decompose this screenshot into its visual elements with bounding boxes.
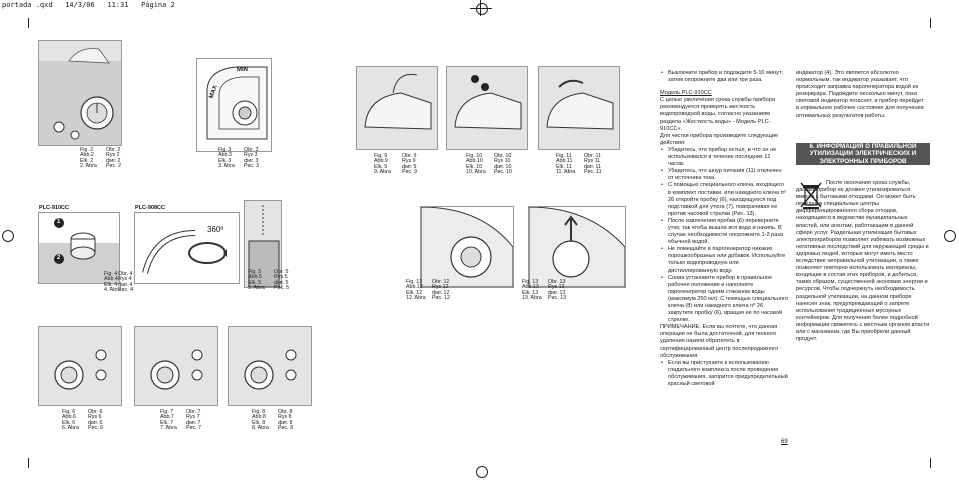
figure-3-caption-left: Fig. 3 Abb.3 Elk. 3 3. Άbra (218, 147, 235, 170)
figure-11-caption-right: Obr. 11 Rys 11 фиг. 11 Рис. 11 (584, 153, 602, 176)
min-label: MIN (237, 67, 248, 73)
figure-11-illustration (538, 66, 620, 150)
figure-9-caption-left: Fig. 9 Abb.9 Elk. 9 9. Άbra (374, 153, 391, 176)
hose-rotation-image (135, 213, 239, 283)
crop-mark (28, 458, 29, 468)
bullet-text: • Убедитесь, что шнур питания (11) отключен от источника тока. (668, 168, 788, 182)
crop-mark (470, 8, 492, 9)
rotation-360-label: 360º (207, 225, 224, 234)
figure-10-caption-left: Fig. 10 Abb.10 Elk. 10 10. Άbra (466, 153, 486, 176)
dial-panel-image (229, 327, 311, 405)
paragraph: С целью увеличения срока службы прибора рекомендуется проверять жесткость водопроводной воды, согласно указаниям раздела «Жесткость воды» - Модель PLC-910CC». (660, 97, 775, 132)
crop-mark (930, 458, 931, 468)
iron-on-base-image (357, 67, 437, 149)
figure-10-illustration (446, 66, 528, 150)
recycling-text (796, 180, 930, 343)
base-dial-image (421, 207, 513, 287)
instructions-column-1 (660, 70, 788, 388)
figure-4b-illustration (134, 205, 240, 284)
bullet-text: • Если вы приступаете к использованию гладильного комплекса после проведения обслуживания, загорится предупредительный красный световой (668, 360, 788, 388)
crop-mark (930, 18, 931, 28)
figure-7-caption-left: Fig. 7 Abb.7 Elk. 7 7. Άbra (160, 409, 177, 432)
figure-4-caption-left: Fig. 4 Abb.4 Elk. 4 4. Άbra (104, 271, 121, 294)
bullet-text: • Убедитесь, что прибор остыл, и что он не использовался в течение последних 12 часов. (668, 147, 788, 168)
bullet-text: • С помощью специального ключа, входящего в комплект поставки, или накидного ключа nº 26 откройте пробку (6), находящуюся под подставкой для утюга (7), поворачивая ее против часовой стрелки (Рис. 13). (668, 182, 788, 217)
steam-station-dial-image (39, 41, 121, 145)
figure-13-caption-right: Obr. 13 Rys 13 фиг. 13 Рис. 13 (548, 279, 566, 302)
figure-11-caption-left: Fig. 11 Abb.11 Elk. 11 11. Άbra (556, 153, 576, 176)
figure-4-caption-right: Obr. 4 Rys 4 фиг. 4 Рис. 4 (118, 271, 134, 294)
model-heading: Модель PLC-910CC (660, 90, 712, 97)
bullet-text: • Не помещайте в парогенератор никаких порошкообразных или добавок. Используйте только водопроводную или дистиллированную воду. (668, 246, 788, 274)
instructions-column-2 (796, 70, 928, 120)
model-label-plc-910cc: PLC-910CC (39, 205, 69, 211)
dial-panel-image (39, 327, 121, 405)
figure-12-caption-left: Fig. 12 Abb.12 Elk. 12 12. Άbra (406, 279, 426, 302)
registration-mark-right (944, 230, 956, 242)
iron-on-base-image (539, 67, 619, 149)
bullet-text: • После извлечения пробки (6) переверните утюг, так чтобы вышла вся вода и накипь. В случае необходимости опорожните 1-2 раза обычной водой. (668, 218, 788, 246)
model-label-plc-908cc: PLC-908CC (135, 205, 165, 211)
figure-2-caption-left: Fig. 2 Abb.2 Elk. 2 2. Άbra (80, 147, 97, 170)
figure-6-caption-right: Obr. 6 Rys 6 фиг. 6 Рис. 6 (88, 409, 104, 432)
figure-9-caption-right: Obr. 9 Rys 9 фиг. 9 Рис. 9 (402, 153, 418, 176)
figure-3-illustration (196, 58, 272, 152)
dial-panel-image (135, 327, 217, 405)
figure-10-caption-right: Obr. 10 Rys 10 фиг. 10 Рис. 10 (494, 153, 512, 176)
figure-5-caption-left: Fig. 5 Abb.5 Elk. 5 5. Άbra (248, 269, 265, 292)
figure-3-caption-right: Obr. 3 Rys 3 фиг. 3 Рис. 3 (244, 147, 260, 170)
page-number: 69 (781, 439, 788, 445)
figure-7-caption-right: Obr. 7 Rys 7 фиг. 7 Рис. 7 (186, 409, 202, 432)
bullet-text: • Выключите прибор и подождите 5-10 минут; затем опорожните два или три раза. (668, 70, 788, 84)
figure-9-illustration (356, 66, 438, 150)
registration-mark-bottom (476, 466, 488, 478)
figure-8-illustration (228, 326, 312, 406)
step-2-label: 2 (57, 255, 61, 261)
figure-5-caption-right: Obr. 5 Rys 5 фиг. 5 Рис. 5 (274, 269, 290, 292)
print-slug: portada .qxd 14/3/06 11:31 Página 2 (2, 1, 175, 9)
section-heading-recycling: 6. ИНФОРМАЦИЯ О ПРАВИЛЬНОЙ УТИЛИЗАЦИИ ЭЛЕКТРИЧЕСКИХ И ЭЛЕКТРОННЫХ ПРИБОРОВ (796, 143, 930, 165)
registration-mark-top (476, 3, 488, 15)
figure-7-illustration (134, 326, 218, 406)
figure-2-caption-right: Obr. 2 Rys 2 фиг. 2 Рис. 2 (106, 147, 122, 170)
paragraph: После окончания срока службы, данный прибор не должен утилизироваться вместе с бытовыми отходами. Он может быть передан в специальные центры дифференцированного сбора отходов, находящиеся в ведомстве муниципальных властей, или агентам, работающим в данной сфере услуг. Раздельная утилизация бытовых электроприборов позволяет избежать возможных негативных последствий для окружающей среды и здоровья людей, которые могут иметь место вследствие неправильной утилизации, а также позволяет повторно использовать материалы, входящие в состав этих приборов, и добиться, таким образом, существенной экономии энергии и ресурсов. Чтобы подчеркнуть необходимость раздельной утилизации, на данном приборе нанесен знак, предупреждающий о запрете использования традиционных мусорных контейнеров. Для получения более подробной информации свяжитесь с местным органом власти или с магазином, где Вы приобрели данный продукт. (796, 180, 930, 343)
iron-on-base-image (447, 67, 527, 149)
figure-8-caption-left: Fig. 8 Abb.8 Elk. 8 8. Άbra (252, 409, 269, 432)
figure-6-illustration (38, 326, 122, 406)
figure-12-caption-right: Obr. 12 Rys 12 фиг. 12 Рис. 12 (432, 279, 450, 302)
crop-mark (28, 18, 29, 28)
paragraph: Для чистки прибора произведите следующие действия: (660, 132, 779, 146)
figure-12-illustration (420, 206, 514, 288)
crop-mark (480, 0, 481, 16)
step-1-label: 1 (57, 219, 61, 225)
figure-2-illustration (38, 40, 122, 146)
bullet-text: • Снова установите прибор в правильное рабочее положение и наполните парогенератор одним стаканом воды (максимум 250 мл). С помощью специального ключа (8) или накидного ключа nº 26 закрутите пробку (6), вращая ее по часовой стрелке. (668, 275, 788, 325)
paragraph: индикатор (4). Это является абсолютно нормальным, так индикатор указывает, что происходит заправка парогенератора водой из резервуара. Подождите несколько минут, пока световой индикатор погаснет, и прибор перейдет в нормальное рабочее состояние для получения оптимальных результатов работы. (796, 70, 924, 119)
registration-mark-left (2, 230, 14, 242)
figure-13-illustration (528, 206, 626, 288)
figure-6-caption-left: Fig. 6 Abb.6 Elk. 6 6. Άbra (62, 409, 79, 432)
figure-8-caption-right: Obr. 8 Rys 8 фиг. 8 Рис. 8 (278, 409, 294, 432)
water-level-gauge-image (197, 59, 271, 151)
note-paragraph: ПРИМЕЧАНИЕ: Если вы почтете, что данная операция не была достаточной, для полного удаления накипи обратитесь в сертифицированный центр послепродажного обслуживания. (660, 324, 779, 359)
figure-13-caption-left: Fig. 13 Abb.13 Elk. 13 13. Άbra (522, 279, 542, 302)
max-label: MAX (208, 84, 219, 100)
drain-plug-image (529, 207, 625, 287)
